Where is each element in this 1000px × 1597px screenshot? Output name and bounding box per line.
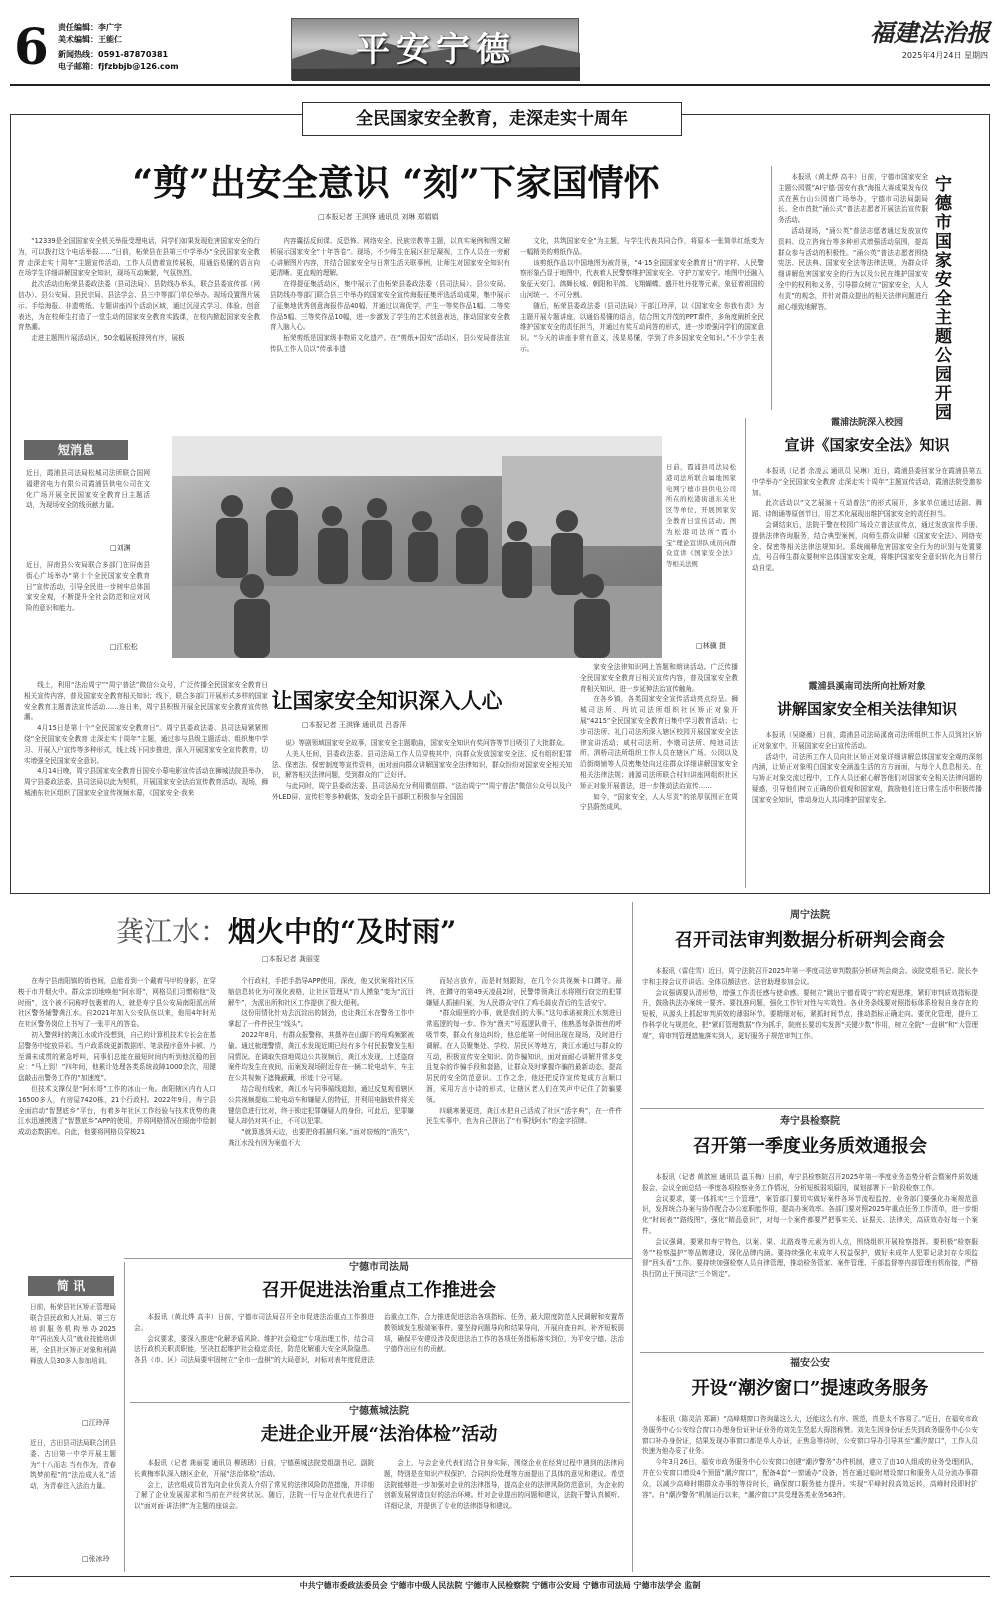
page-number: 6 xyxy=(14,17,49,76)
paragraph: 但技术支撑仅是“阿水哥”工作的冰山一角。南阳辖区内有人口16500多人，有房屋7420栋，21个行政村。2022年9月，寿宁县全面启动“智慧底乡”平台，有着多年社区工作经验与技术优势的龚江水迅速摸透了“智慧底乡”APP的使用，并将网格情况在眼南中绘制成动态数据库。自此，他要将网格员穿梭21 xyxy=(18,1084,216,1137)
divider xyxy=(632,902,633,1572)
paragraph: 会议要求，要一体抓实“三个管理”，案管部门要切实做好案件各环节流程监控，业务部门要强化办案规范意识，发挥统合办案与协作配合办公室职能作用，提高办案效率。各部门要对照2025年重点任务工作清单，进一步细化“时间表”“路线图”，强化“精品意识”，对每一个案件都要严把事实关、证据关、法律关，高质效办好每一个案件。 xyxy=(642,1194,978,1235)
justice-bureau-headline: 召开促进法治重点工作推进会 xyxy=(262,1280,496,1301)
paragraph: “群众眼里的小事，就是我们的大事。”这句承诺被龚江水刻进日常巡逻的每一步。作为“渔夫”号巡逻队骨干，他熟悉每条街巷的呼吸节奏，群众有身边纠纷，他总能第一时间出现在现场，及时进行调解。在人员聚集处、学校、居民区等地方，龚江水通过与群众的互动，积极宣传安全知识、防诈骗知识，面对面耐心讲解并常多变且复杂的诈骗手段和套路，让群众及时掌握诈骗的最新动态，提高居民的安全防范意识。工作之余，他还把反诈宣传复成方言顺口溜，采用方言小诗的形式，让辖区老人们在笑声中记住了防骗要领。 xyxy=(426,1009,622,1104)
paragraph: “12339是全国国家安全机关举报受理电话，同学们如果发现危害国家安全的行为，可以拨打这个电话举报……”日前，柘荣县在县第三中学举办“全民国家安全教育 走深走实十周年”主题宣传活动，工作人员借着宣传展板，用通俗易懂的语言向在场学生详细讲解国家安全知识，现场互动频繁，气氛热烈。 xyxy=(18,237,260,278)
xinan-text xyxy=(752,730,982,880)
photo-credit: □林骥 摄 xyxy=(696,642,726,650)
paragraph: 文化，共筑国家安全”为主题，与学生代表共同合作，将原本一张简单红纸变为一幅精美的剪纸作品。 xyxy=(520,237,764,256)
paragraph: 线上，利用“法治周宁”“周宁普法”微信公众号，广泛传播全民国家安全教育日相关宣传内容，普及国家安全教育相关知识；线下，联合多部门开展形式多样的国家安全教育主题普法宣传活动……连日来，周宁县积极开展全民国家安全教育宣传热潮。 xyxy=(24,681,268,722)
newspaper-logo: 福建法治报 xyxy=(870,18,990,47)
brief-author: □江玲萍 xyxy=(82,1419,110,1427)
paragraph: 4月14日晚，周宁县国家安全教育日国安小幕电影宣传活动在狮城法院县举办，周宁县委政法委、县司法局以此为契机，开展国家安全法治宣传教育活动。现场，狮城浦东社区组织了国家安全宣传视频水幕，《国家安全·我来 xyxy=(24,767,268,797)
feature-byline: □本报记者 王淇锋 通讯员 刘琳 郑娟娟 xyxy=(318,213,439,221)
divider xyxy=(130,1402,630,1403)
zhouning-court-text xyxy=(642,966,978,1096)
paragraph: 本报讯（雷佳雪）近日，周宁法院召开2025年第一季度司法审判数据分析研判会商会。该院党组书记、院长李宇和主持会议并讲话。全体员额法官、法官助理参加会议。 xyxy=(642,967,978,986)
article2-column-3 xyxy=(580,662,738,886)
justice-bureau-kicker: 宁德市司法局 xyxy=(349,1262,409,1273)
xinan-kicker: 霞浦县溪南司法所向社矫对象 xyxy=(808,682,926,692)
gongjiang-column-1 xyxy=(18,976,216,1246)
shouning-kicker: 寿宁县检察院 xyxy=(780,1116,840,1127)
brief-author: □江松松 xyxy=(110,643,138,651)
paragraph: 家安全法律知识网上答题和朗读活动。广泛传播全民国家安全教育日相关宣传内容，普及国家安全教育相关知识，进一步延伸法治宣传触角。 xyxy=(580,663,738,693)
people-photo-illustration xyxy=(172,436,662,658)
briefs-bottom-tag: 简 讯 xyxy=(28,1276,114,1296)
justice-bureau-text xyxy=(134,1312,624,1398)
section-title: 平安宁德 xyxy=(356,30,516,70)
brief-item: 近日，屏南县公安局联合多部门在屏南县街心广场举办“第十个全民国家安全教育日”宣传活动，引导全民进一步树牢总体国家安全观，不断提升全社会防范和应对风险的意识和能力。 xyxy=(26,561,150,613)
gongjiang-headline xyxy=(116,912,616,952)
briefs-tag: 短消息 xyxy=(24,440,128,460)
paragraph: 与此同时，周宁县委政法委、县司法局充分利用微信群、“法治周宁”“周宁普法”微信公众号以及户外LED屏、宣传栏等多种载体，发动全县干部职工积极参与全国国 xyxy=(272,782,572,801)
paragraph: 在寿宁县南阳镇的街巷间，总能看到一个戴着马甲的身影，在穿梭于市井烟火中。群众亲切地唤他“阿水哥”，网格员们习惯称他“及时雨”，这个被不同称呼包裹着的人，就是寿宁县公安局南阳派出所社区警务辅警龚江水。自2021年加入公安队伍以来，他用4年时光在社区警务岗位上书写了一张平凡的答卷。 xyxy=(18,977,216,1029)
paragraph: 走进主题图片展活动区，50余幅展板排列有序，展板 xyxy=(31,334,185,343)
editor-info xyxy=(58,22,179,73)
paragraph: 4月15日是第十个“全民国家安全教育日”。周宁县委政法委、县司法局紧紧围绕“全民国家安全教育 走深走实十周年”主题，通过参与县级主题活动、组织集中学习、开展入户宣传等多种形式，线上线下同步推进，深入开展国家安全宣传教育，切实增强全民国家安全意识。 xyxy=(24,724,268,765)
paragraph: 说》等剧领域国家安全故事，国家安全主题歌曲，国家安全知识有奖问答等节目吸引了大批群众。 xyxy=(285,739,569,747)
xiapu-court-text xyxy=(752,466,982,666)
feature-column-2 xyxy=(270,236,510,422)
paragraph: 本报讯（吴晓薇）日前，霞浦县司法局溪南司法所组织工作人员到社区矫正对象家中，开展国家安全日宣传活动。 xyxy=(752,731,982,750)
paragraph: 在得提征集活动区，集中展示了由柘荣县委政法委（县司法局）、县公安局、县防线办等部门联合县三中举办的国家安全宣传海报征集评选活动成果，集中展示了征集地优秀创意海报作品40幅，并通过以赛促学，产生一等奖作品1幅、二等奖作品5幅、三等奖作品10幅，进一步激发了学生的艺术创意表达，推动国家安全教育入脑入心。 xyxy=(270,280,510,332)
fuan-kicker: 福安公安 xyxy=(790,1358,830,1369)
paragraph: 本报讯（记者 余凌云 通讯员 吴琳）近日，霞浦县委回家分在霞浦县第五中学举办“全民国家安全教育 走深走实十周年”主题宣传活动，霞浦法院受邀参加。 xyxy=(752,467,982,497)
divider xyxy=(640,1108,984,1109)
divider xyxy=(745,418,746,888)
xiapu-court-headline: 宣讲《国家安全法》知识 xyxy=(784,436,950,454)
fuan-headline: 开设“潮汐窗口”提速政务服务 xyxy=(691,1378,929,1399)
paragraph: 内容囊括反间谍、反恐怖、网络安全、民族宗教等主题，以真实案例和图文解析展示国家安全“十年答卷”。现场，不少师生在展区驻足凝视，工作人员在一旁耐心讲解图片内容，并结合国家安全与日常生活关联事例，让师生对国家安全知识有更清晰、更直观的理解。 xyxy=(270,237,510,278)
paragraph: 而轻言放弃，而是时刻跟踪，在几个公共视频卡口蹲守。最终，在蹲守的第49天凌晨2时，民警带领龚江水将刚行窃完的犯罪嫌疑人抓捕归案，为人民群众守住了鸡毛蒜皮背后的生活安宁。 xyxy=(426,977,622,1007)
brief-item: 近日，古田县司法局联合团县委、古田第一中学开展主题为“十八而志 当有作为，青春筑梦前程”的“法治成人礼”活动，为青春注入法治力量。 xyxy=(30,1439,116,1491)
paragraph: 活动现场，“涌公英”普法志愿者通过发放宣传资料、设立咨询台等多种形式增强活动氛围，提高群众参与活动的积极性。“涌公英”普法志愿者围绕宪法、民法典、国家安全法等法律法规，为群众详细讲解危害国家安全的行为以及公民在维护国家安全中的权利和义务，引导群众树立“国家安全，人人有责”的观念，并针对群众提出的相关法律问题进行耐心细致地解答。 xyxy=(778,226,928,311)
footer-sponsors: 中共宁德市委政法委员会 宁德市中级人民法院 宁德市人民检察院 宁德市公安局 宁德市司法局 宁德市法学会 监制 xyxy=(299,1581,701,1590)
paragraph: 本报讯（记者 龚丽雯 通讯员 柳琇琇）日前，宁德蕉城法院党组副书记、副院长黄梅率队深入辖区企业，开展“法治体检”活动。 xyxy=(134,1459,374,1478)
jiaocheng-text xyxy=(134,1458,624,1572)
brief-author: □张冰玲 xyxy=(82,1555,110,1563)
fuan-text xyxy=(642,1414,978,1572)
paragraph: 会上，法官组成员首先向企业负责人介绍了常见的法律风险防范措施，并详细了解了企业发展需求和当前在产经营状况。随后，法院一行与企业代表进行了以“面对面·讲法律”为主题的座谈会。 xyxy=(134,1480,374,1511)
park-article-text xyxy=(778,172,928,406)
paragraph: 今年3月26日，福安市政务服务中心公安窗口创建“潮汐警务”办件机制，建立了由10人组成的业务受理团队，并在公安窗口增设4个预留“潮汐窗口”，配备4套“一窗通办”设备，旨在通过临时增设窗口和服务人员分流办事群众，以减少高峰时期群众办事的等待时长，确保窗口服务能力提升。实现“平峰时段高效运转，高峰时段即时扩容”。自“潮汐警务”机制运行以来，“潮汐窗口”共受理各类业务563件。 xyxy=(642,1458,978,1499)
paragraph: 如今，“国家安全，人人尽责”的浓厚氛围正在周宁县蔚然成风。 xyxy=(580,792,738,812)
paragraph: 会上，与会企业代表们结合自身实际，围绕企业在经营过程中遇到的法律问题，特别是在知识产权保护、合同纠纷处理等方面提出了具体的意见和建议。希望法院能够进一步加强对企业的法律指导，提高企业的法律风险防范意识，为企业的创新发展营造良好的法治环境。针对企业提出的问题和建议，法院干警认真倾听、详细记录，并提供了专业的法律指导和建议。 xyxy=(384,1459,624,1511)
shouning-headline: 召开第一季度业务质效通报会 xyxy=(693,1136,927,1157)
feature-headline: “剪”出安全意识 “刻”下家国情怀 xyxy=(132,162,660,204)
paragraph: 四载寒暑更迭，龚江水把自己活成了社区“活字典”，在一件件民生实事中，也为自己拼出了“有事找阿水”的金字招牌。 xyxy=(426,1106,622,1126)
paragraph: 本报讯（陈灵洁 郑颖）“高峰期窗口咨询量这么大，还能这么有序、规范，真是太不容易了。”近日，在福安市政务服务中心公安综合窗口办理身份证补证业务的刘先生竖起大拇指称赞。刘先生因身份证丢失到政务服务中心公安窗口补办身份证，结果发现办事窗口都是单人办证，正焦急等待时，公安窗口导办引导其至“潮汐窗口”，工作人员快速为他办妥了业务。 xyxy=(642,1415,978,1456)
headline-main: 烟火中的“及时雨” xyxy=(228,915,457,948)
brief-item: 日前，柘荣县社区矫正管理局联合县民政和人社局、第三方培训服务机构举办2025年“再出发人员”就业技能培训班，全县社区矫正对象和刑满释放人员30多人参加培训。 xyxy=(30,1303,116,1365)
paragraph: 此次活动以“文艺展演＋互动普法”的形式展开，多家单位通过话剧、舞蹈、诗朗诵等原创节目，用艺术化展现出维护国家安全的责任担当。 xyxy=(752,499,982,519)
masthead-rule xyxy=(10,84,990,86)
section-banner xyxy=(291,18,579,80)
article2-headline: 让国家安全知识深入人心 xyxy=(271,688,503,713)
divider xyxy=(124,1258,632,1259)
banner-text: 全民国家安全教育，走深走实十周年 xyxy=(356,109,628,129)
xinan-headline: 讲解国家安全相关法律知识 xyxy=(776,700,957,718)
xiapu-court-kicker: 霞浦法院深入校园 xyxy=(830,418,903,428)
email: 电子邮箱：fjfzbbjb@126.com xyxy=(58,62,179,71)
shouning-text xyxy=(642,1172,978,1344)
paragraph: 会议强调要认清形势，增强工作责任感与使命感。要树立“跳出宁德看周宁”的宏观思维，紧盯审判质效指标提升，鼓励执法办案统一要齐。要找准问题，强化工作针对性与实效性。各业务条线要对照指标体系检视自身存在的短板，从源头上抓起审判质效的薄弱环节。要精细对标，紧抓时间节点，推动指标正确走向。要优化管理，提升工作科学化与规范化，把“紧盯管理数据”作为抓手，院庭长要切实发挥“关键少数”作用，树立全院“一盘棋”和“大管理观”，将审判管理措施落实到人，更好服务于规范审判工作。 xyxy=(642,988,978,1040)
issue-date: 2025年4月24日 星期四 xyxy=(901,51,988,60)
divider xyxy=(124,1262,125,1572)
feature-column-3 xyxy=(520,236,764,406)
paragraph: 本报讯（黄北烨 高丰）日前，宁德市司法局召开全市促进法治重点工作推进会。 xyxy=(134,1313,374,1332)
paragraph: 会调结束后，法院干警在校园广场设立普法宣传点，通过发放宣传手册、提供法律咨询服务，结合典型案例，向师生群众讲解《国家安全法》、网络安全、保密等相关法律法规知识。系统阐释危害国家安全行为的识别与处置要点，号召师生群众要树牢总体国家安全观，将维护国家安全意识转化为日常行动自觉。 xyxy=(752,520,982,573)
paragraph: 人美人任间，县委政法委、县司法局工作人员穿梭其中，向群众发放国家安全法、反有组织犯罪法、保密法、保密制度等宣传资料，面对面向群众讲解国家安全法律知识，群众纷纷对国家安全相关知识，解答相关法律问题，受到群众的广泛好评。 xyxy=(272,749,572,780)
divider xyxy=(640,1352,984,1353)
paragraph: 会议要求，要深入推进“化解矛盾风险、维护社会稳定”专项治理工作，结合司法行政机关职责职能，坚决扛起维护社会稳定责任，防范化解重大安全风险隐患。各县（市、区）司法局要牢固树立“全市一盘棋”的大局意识，对标对表年度促进法治重点工作，合力推进促进法治各项指标、任务，最大限度防范人民调解和安置帮教领域发生极端案事件。要坚持问题导向和结果导向，开展自查自纠，补齐短板弱项，确保平安建设涉及促进法治工作的各项任务指标落实到位，为平安宁德、法治宁德作出应有的贡献。 xyxy=(134,1313,624,1365)
paragraph: 会议强调，要紧扣寿宁特色，以案、果、北路戏等元素为切入点，围绕组织开展检察指挥。要积极“检察服务”“检察温护”等品牌建设，深化品牌内涵。要持续强化未成年人权益保护，做好未成年人犯罪记录封存专项监督“回头看”工作。要持续加强检察人员自律管理，推动检务管家、案件管理、干部监督等内部管理有机衔接，严格执行防止干预司法“三个规定”。 xyxy=(642,1237,978,1279)
footer-rule xyxy=(10,1576,990,1577)
paragraph: 2022年8月，有群众报警称，其摄养在山脚下的母鸡频繁被偷。通过梳理警情，龚江水发现近期已经有多个村民报警发生相同情况。在调取失窃地周边公共视频后，龚江水发现，上述盗窃案件均发生在夜间，而案发现场附近存在一辆二轮电动车，车主在公共视频下遮掩蔽藏，形迹十分可疑。 xyxy=(228,1030,414,1083)
article2-column-2 xyxy=(272,738,572,886)
feature-banner xyxy=(302,102,682,136)
paragraph: 这份用情化针劝去沉淀出的韧劲，也让龚江水在警务工作中掌起了一件件民生“线头”。 xyxy=(228,1009,414,1029)
editor-line: 责任编辑：李广宇 xyxy=(58,23,122,32)
paragraph: 本报讯（黄北烨 高丰）日前，宁德市国家安全主题公园暨“AI宁德·国安有我”海报大赛成果发布仪式在蕉台山公园南广场举办，宁德市司法局副局长、全市首批“涌公式”普法志愿者开展法治宣传服务活动。 xyxy=(778,173,928,225)
paragraph: “就算逃到天边，也要把你抓捕归案。”面对窃贼的“消失”，龚江水没有因为案值不大 xyxy=(228,1128,414,1147)
paragraph: 在各乡镇，各类国家安全宣传活动亮点纷呈。狮城司法所、玛坑司法所组织社区矫正对象开展“4215”全民国家安全教育日集中学习教育活动；七步司法所、礼门司法所深入辖区校园开展国家安全法律宣讲活动；咸村司法所、李墩司法所、纯池司法所、泗桥司法所组织工作人员在辖区广场、公园以及沿街商铺等人员密集处向过往群众详细讲解国家安全相关法律法规；浦源司法所联合村妇讲座网组织社区矫正对象开展普法，进一步推动法治宣传…… xyxy=(580,695,738,790)
gongjiang-column-2 xyxy=(228,976,414,1246)
park-headline: 宁德市国家安全主题公园开园 xyxy=(935,175,952,423)
paragraph: 柘荣剪纸是国家级非物质文化遗产。在“剪纸+国安”活动区，县公安局普法宣传队工作人员以“传承非遗 xyxy=(270,334,510,353)
event-photo xyxy=(172,436,662,658)
brief-item: 近日，霞浦县司法局松城司法所联合国网福建省电力有限公司霞浦县供电公司在文化广场开展全民国家安全教育日主题活动，为现场安全防线贡献力量。 xyxy=(26,469,150,510)
paragraph: 活动中，司法所工作人员向社区矫正对象详细讲解总体国家安全观的深刻内涵，让矫正对象明白国家安全涵盖生活的方方面面，与每个人息息相关。在与矫正对象交流过程中，工作人员还耐心解答他们对国家安全相关法律问题的疑惑，引导他们树立正确的价值观和国家观，鼓励他们在日常生活中积极传播国家安全知识，带动身边人共同维护国家安全。 xyxy=(752,752,982,804)
art-editor-line: 美术编辑：王能仁 xyxy=(58,35,122,44)
jiaocheng-kicker: 宁德蕉城法院 xyxy=(349,1406,409,1417)
gongjiang-column-3 xyxy=(426,976,622,1246)
brief-author: □刘渊 xyxy=(110,544,131,552)
paragraph: 本报讯（记者 黄歆宸 通讯员 温玉梅）日前，寿宁县检察院召开2025年第一季度业务态势分析会暨案件质效通报会，会议全面总结一季度各项检察业务工作情况，分析短板弱项原因，谋划部署下一阶段检察工作。 xyxy=(642,1173,978,1192)
paragraph: 个行政村，手把手指导APP使用，深夜，他又伏案将社区压缩信息转化为可视化表格，让社区管理从“盲人摸象”变为“沉目解牛”，为派出所和社区工作提供了极大便利。 xyxy=(228,977,414,1007)
headline-prefix: 龚江水： xyxy=(116,915,229,948)
paragraph: 随后，柘荣县委政法委（县司法局）干部江玲萍，以《国家安全 你我有责》为主题开展专题讲座，以通俗易懂的语言，结合图文并茂的PPT课件，多角度阐析全民维护国家安全的责任担当，并通过有奖互动问答的形式，进一步增强同学们的国家意识。“今天的讲座非常有意义，浅显易懂，学到了许多国家安全知识。”不少学生表示。 xyxy=(520,301,764,353)
paragraph: 此次活动由柘荣县委政法委（县司法局）、县防线办举头，联合县委宣传部（网信办）、县公安局、县民宗局、县法学会、县三中等部门单位举办。现场设置图片展示、手绘海报、非遗剪纸、专题讲座四个活动区域，通过沉浸式学习、体验、创意表达，为在校师生打造了一堂生动的国家安全教育实践课，在校内掀起国家安全教育热潮。 xyxy=(18,280,260,332)
photo-caption: 日前，霞浦县司法局松港司法所联合属地国家电网宁德市县供电公司所在的松港街道东关社区等单位，开展国家安全教育日宣传活动。图为松港司法所“霞小宝”理论宣讲队成员向群众宣讲《国家安全法》等相关法规 xyxy=(666,463,736,569)
feature-column-1 xyxy=(18,236,260,422)
paragraph: 结合现有线索，龚江水与同事循线追踪，通过反复观看辖区公共视频提取二轮电动车和嫌疑人的特征，并利用电脑软件将关键信息进行比对，终于锁定犯罪嫌疑人的身份。可此后，犯罪嫌疑人却仍对其不止，不可以犯罪。 xyxy=(228,1084,414,1126)
paragraph: 初入警营时的龚江水或许没想到，自己的计算机技术专长会在基层警务中绽放异彩。当户政系统更新数据库、笔录程序意外卡顿、乃至调未成贯的紧急呼叫，同事们总能在最短时间内听到他沉稳的回应：“马上到！”四年间，他累计处理各类系统故障1000余次，用键盘敲击出警务工作的“加速度”。 xyxy=(18,1030,216,1083)
zhouning-court-kicker: 周宁法院 xyxy=(790,910,830,921)
article2-byline: □本报记者 王淇锋 通讯员 吕香萍 xyxy=(302,721,407,729)
zhouning-court-headline: 召开司法审判数据分析研判会商会 xyxy=(675,930,945,951)
divider xyxy=(771,166,772,410)
jiaocheng-headline: 走进企业开展“法治体检”活动 xyxy=(260,1424,498,1445)
gongjiang-byline: □本报记者 龚丽雯 xyxy=(262,955,320,963)
paragraph: 该剪纸作品以中国地图为被背景，“4·15全国国家安全教育日”的字样、人民警察形象凸显于地图中，代表着人民警察维护国家安全、守护万家安宁。地图中还融入象征天安门、鸽舞长城、朝阳和平鸽、飞翔蝴蝶、盛开牡丹花等元素，象征着祖国的山河统一、不可分割。 xyxy=(520,258,764,299)
hotline: 新闻热线：0591-87870381 xyxy=(58,50,169,59)
